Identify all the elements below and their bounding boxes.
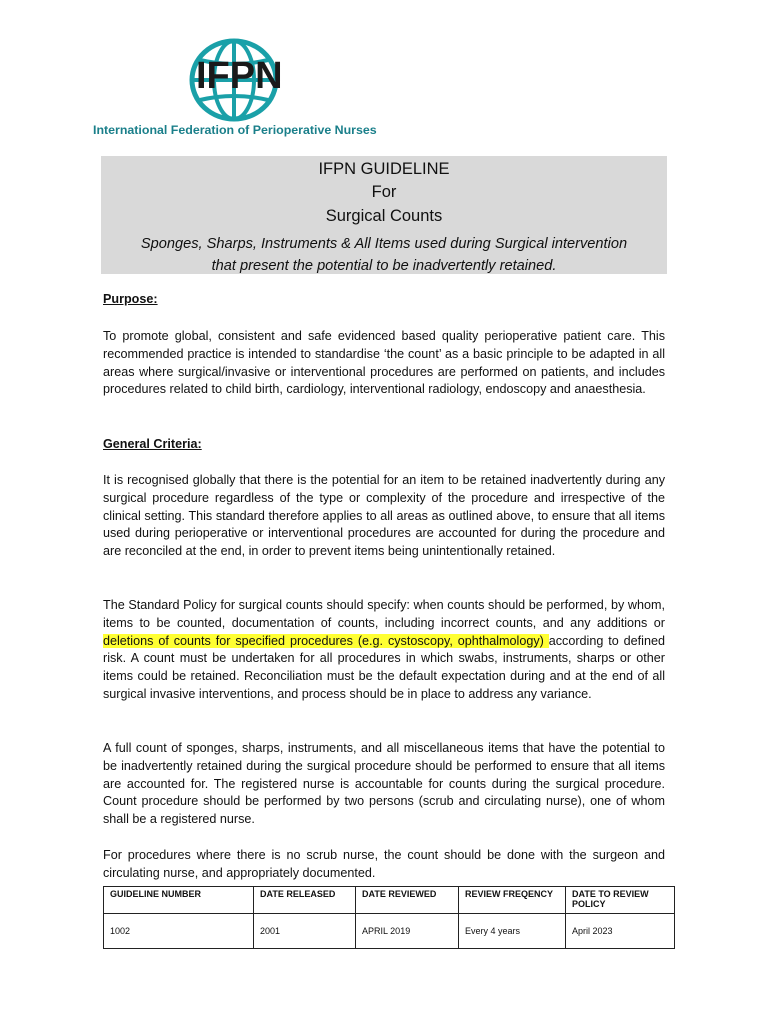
general-text-4: For procedures where there is no scrub nurse, the count should be done with the surgeon and circulating nurse, and appropriately documented. bbox=[103, 848, 665, 880]
general-paragraph-2 bbox=[103, 597, 665, 704]
general-text-3: A full count of sponges, sharps, instruments, and all miscellaneous items that have the potential to be inadvertently retained during the surgical procedure should be performed to ensure that all items are accounted for. The registered nurse is accountable for counts during the surgical procedure. Count procedure should be performed by two persons (scrub and circulating nurse), one of whom shall be a registered nurse. bbox=[103, 741, 665, 827]
header-guideline-number: GUIDELINE NUMBER bbox=[104, 887, 254, 914]
logo-acronym: IFPN bbox=[196, 55, 283, 97]
value-date-reviewed: APRIL 2019 bbox=[356, 914, 459, 949]
value-guideline-number: 1002 bbox=[104, 914, 254, 949]
table-header-row bbox=[104, 887, 675, 914]
title-line-2: For bbox=[371, 183, 397, 201]
header-review-frequency: REVIEW FREQENCY bbox=[459, 887, 566, 914]
purpose-section bbox=[103, 328, 665, 399]
ifpn-logo bbox=[90, 38, 390, 142]
policy-text-end: according to defined risk. A count must be undertaken for all procedures in which swabs, instruments, sharps or other items could be retained. Reconciliation must be the default expectation during and at the end of all surgical invasive interventions, and process should be in place to address any variance. bbox=[103, 633, 665, 701]
title-line-3: Surgical Counts bbox=[325, 207, 443, 225]
general-paragraph-3 bbox=[103, 740, 665, 829]
general-paragraph-1 bbox=[103, 472, 665, 561]
subtitle-line-1: Sponges, Sharps, Instruments & All Items used during Surgical intervention bbox=[140, 236, 628, 252]
general-text-1: It is recognised globally that there is the potential for an item to be retained inadvertently during any surgical procedure regardless of the type or complexity of the procedure and irrespective of the clinical setting. This standard therefore applies to all areas as outlined above, to ensure that all items used during perioperative or interventional procedures are accounted for during the procedure and are reconciled at the end, in order to prevent items being unintentionally retained. bbox=[103, 473, 665, 559]
header-date-released: DATE RELEASED bbox=[254, 887, 356, 914]
general-criteria-heading: General Criteria: bbox=[103, 437, 202, 451]
header-date-to-review: DATE TO REVIEW POLICY bbox=[566, 887, 675, 914]
title-line-1: IFPN GUIDELINE bbox=[318, 160, 450, 178]
purpose-heading: Purpose: bbox=[103, 292, 158, 306]
value-date-released: 2001 bbox=[254, 914, 356, 949]
general-paragraph-4 bbox=[103, 847, 665, 883]
title-subtitle bbox=[101, 233, 667, 277]
logo-organization-name: International Federation of Perioperative Nurses bbox=[93, 123, 377, 137]
guideline-meta-table bbox=[103, 886, 675, 949]
table-row bbox=[104, 914, 675, 949]
general-text-2 bbox=[103, 597, 665, 704]
policy-text-start: The Standard Policy for surgical counts should specify: when counts should be performed, by whom, items to be counted, documentation of counts, including incorrect counts, and any additions or bbox=[103, 598, 665, 630]
value-review-frequency: Every 4 years bbox=[459, 914, 566, 949]
subtitle-line-2: that present the potential to be inadvertently retained. bbox=[211, 258, 557, 274]
purpose-text: To promote global, consistent and safe evidenced based quality perioperative patient care. This recommended practice is intended to standardise ‘the count’ as a basic principle to be adapted in all areas where surgical/invasive or interventional procedures are performed on patients, and includes procedures related to child birth, cardiology, interventional radiology, endoscopy and anaesthesia. bbox=[103, 329, 665, 397]
value-date-to-review: April 2023 bbox=[566, 914, 675, 949]
title-box bbox=[101, 156, 667, 274]
highlighted-text: deletions of counts for specified procedures (e.g. cystoscopy, ophthalmology) bbox=[103, 633, 549, 648]
header-date-reviewed: DATE REVIEWED bbox=[356, 887, 459, 914]
